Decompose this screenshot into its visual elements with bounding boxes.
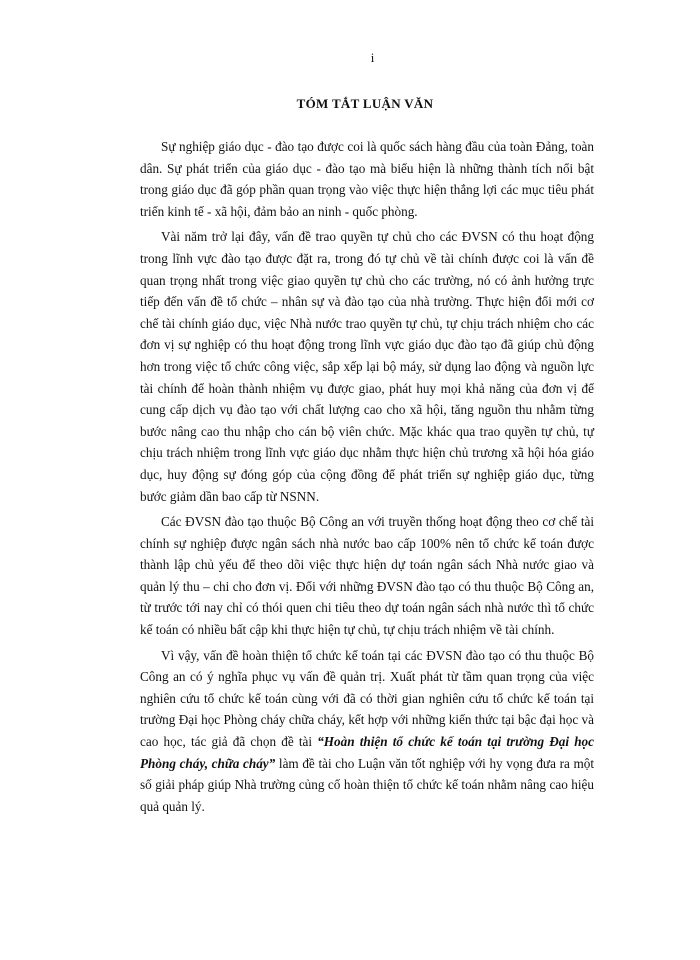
page-number: i [370, 50, 375, 65]
paragraph-4-text-before: Vì vậy, vấn đề hoàn thiện tổ chức kế toán tại các ĐVSN đào tạo có thu thuộc Bộ Công an có ý nghĩa phục vụ vấn đề quản trị. Xuất phát từ tầm quan trọng của việc nghiên cứu tổ chức kế toán cùng với đã có thời gian nghiên cứu tổ chức kế toán tại trường Đại học Phòng cháy chữa cháy, kết hợp với những kiến thức tại bậc đại học và cao học, tác giả đã chọn đề tài [140, 647, 594, 750]
document-title: TÓM TẮT LUẬN VĂN [296, 96, 434, 111]
paragraph-3: Các ĐVSN đào tạo thuộc Bộ Công an với truyền thống hoạt động theo cơ chế tài chính sự nghiệp được ngân sách nhà nước bao cấp 100% nên tổ chức kế toán được thành lập chủ yếu để theo dõi việc thực hiện dự toán ngân sách Nhà nước giao và quản lý thu – chi cho đơn vị. Đối với những ĐVSN đào tạo có thu thuộc Bộ Công an, từ trước tới nay chỉ có thói quen chi tiêu theo dự toán ngân sách nhà nước thì tổ chức kế toán có nhiều bất cập khi thực hiện tự chủ, tự chịu trách nhiệm về tài chính. [140, 514, 594, 638]
summary-body [140, 136, 594, 817]
paragraph-2: Vài năm trở lại đây, vấn đề trao quyền tự chủ cho các ĐVSN có thu hoạt động trong lĩnh vực đào tạo được đặt ra, trong đó tự chủ về tài chính được coi là vấn đề quan trọng nhất trong việc giao quyền tự chủ cho các trường, nó có ảnh hưởng trực tiếp đến vấn đề tổ chức – nhân sự và đào tạo của nhà trường. Thực hiện đổi mới cơ chế tài chính giáo dục, việc Nhà nước trao quyền tự chủ, tự chịu trách nhiệm cho các đơn vị sự nghiệp có thu hoạt động trong lĩnh vực giáo dục đào tạo đã giúp chủ động hơn trong việc tổ chức công việc, sắp xếp lại bộ máy, sử dụng lao động và nguồn lực tài chính để hoàn thành nhiệm vụ được giao, phát huy mọi khả năng của đơn vị để cung cấp dịch vụ đào tạo với chất lượng cao cho xã hội, tăng nguồn thu nhằm từng bước nâng cao thu nhập cho cán bộ viên chức. Mặc khác qua trao quyền tự chủ, tự chịu trách nhiệm trong lĩnh vực giáo dục nhằm thực hiện chủ trương xã hội hóa giáo dục, huy động sự đóng góp của cộng đồng để phát triển sự nghiệp giáo dục, từng bước giảm dần bao cấp từ NSNN. [140, 229, 594, 504]
paragraph-1: Sự nghiệp giáo dục - đào tạo được coi là quốc sách hàng đầu của toàn Đảng, toàn dân. Sự phát triển của giáo dục - đào tạo mà biểu hiện là những thành tích nổi bật trong giáo dục đã góp phần quan trọng vào việc thực hiện thắng lợi các mục tiêu phát triển kinh tế - xã hội, đảm bảo an ninh - quốc phòng. [140, 139, 594, 219]
paragraph-4 [140, 645, 594, 818]
paragraph-4-text-after: làm đề tài cho Luận văn tốt nghiệp với hy vọng đưa ra một số giải pháp giúp Nhà trường củng cố hoàn thiện tổ chức kế toán nhằm nâng cao hiệu quả quản lý. [140, 755, 595, 814]
thesis-topic-title: “Hoàn thiện tổ chức kế toán tại trường Đại học Phòng cháy, chữa cháy” [140, 734, 594, 771]
